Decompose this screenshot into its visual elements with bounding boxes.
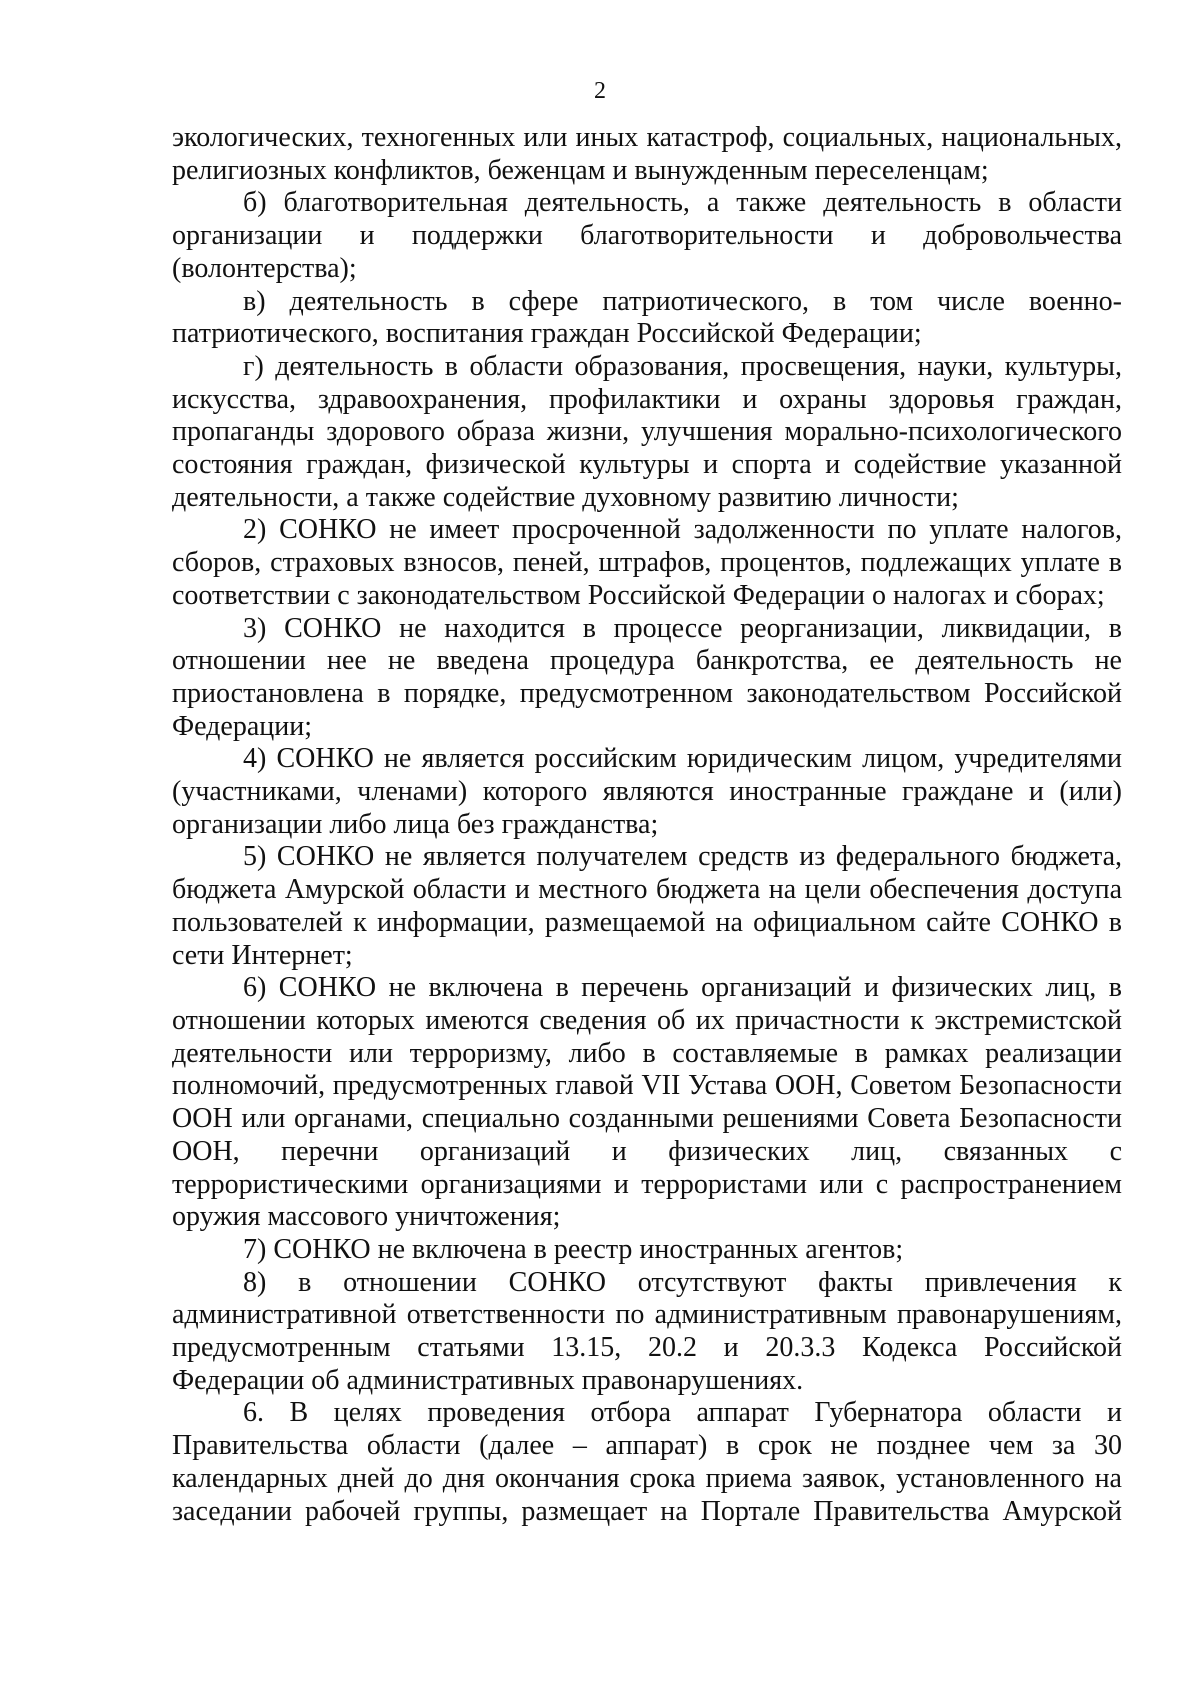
paragraph-item-8: 8) в отношении СОНКО отсутствуют факты привлечения к административной ответственности по административным правонарушениям, предусмотренным статьями 13.15, 20.2 и 20.3.3 Кодекса Российской Федерации об административных правонарушениях. — [172, 1266, 1122, 1396]
paragraph-item-5: 5) СОНКО не является получателем средств из федерального бюджета, бюджета Амурской области и местного бюджета на цели обеспечения доступа пользователей к информации, размещаемой на официальном сайте СОНКО в сети Интернет; — [172, 841, 1122, 971]
document-body — [172, 122, 1122, 1528]
paragraph-item-4: 4) СОНКО не является российским юридическим лицом, учредителями (участниками, членами) которого являются иностранные граждане и (или) организации либо лица без гражданства; — [172, 743, 1122, 840]
paragraph-item-3: 3) СОНКО не находится в процессе реорганизации, ликвидации, в отношении нее не введена процедура банкротства, ее деятельность не приостановлена в порядке, предусмотренном законодательством Российской Федерации; — [172, 612, 1122, 742]
page-number: 2 — [594, 78, 606, 104]
paragraph-b: б) благотворительная деятельность, а также деятельность в области организации и поддержки благотворительности и добровольчества (волонтерства); — [172, 187, 1122, 284]
paragraph-continuation: экологических, техногенных или иных катастроф, социальных, национальных, религиозных конфликтов, беженцам и вынужденным переселенцам; — [172, 122, 1122, 186]
paragraph-item-6: 6) СОНКО не включена в перечень организаций и физических лиц, в отношении которых имеются сведения об их причастности к экстремистской деятельности или терроризму, либо в составляемые в рамках реализации полномочий, предусмотренных главой VII Устава ООН, Советом Безопасности ООН или органами, специально созданными решениями Совета Безопасности ООН, перечни организаций и физических лиц, связанных с террористическими организациями и террористами или с распространением оружия массового уничтожения; — [172, 972, 1122, 1233]
paragraph-item-2: 2) СОНКО не имеет просроченной задолженности по уплате налогов, сборов, страховых взносов, пеней, штрафов, процентов, подлежащих уплате в соответствии с законодательством Российской Федерации о налогах и сборах; — [172, 514, 1122, 611]
paragraph-item-7: 7) СОНКО не включена в реестр иностранных агентов; — [243, 1233, 904, 1265]
paragraph-section-6: 6. В целях проведения отбора аппарат Губернатора области и Правительства области (далее – аппарат) в срок не позднее чем за 30 календарных дней до дня окончания срока приема заявок, установленного на заседании рабочей группы, размещает на Портале Правительства Амурской — [172, 1397, 1122, 1527]
paragraph-g: г) деятельность в области образования, просвещения, науки, культуры, искусства, здравоохранения, профилактики и охраны здоровья граждан, пропаганды здорового образа жизни, улучшения морально-психологического состояния граждан, физической культуры и спорта и содействие указанной деятельности, а также содействие духовному развитию личности; — [172, 350, 1122, 513]
paragraph-v: в) деятельность в сфере патриотического, в том числе военно-патриотического, воспитания граждан Российской Федерации; — [172, 285, 1122, 350]
